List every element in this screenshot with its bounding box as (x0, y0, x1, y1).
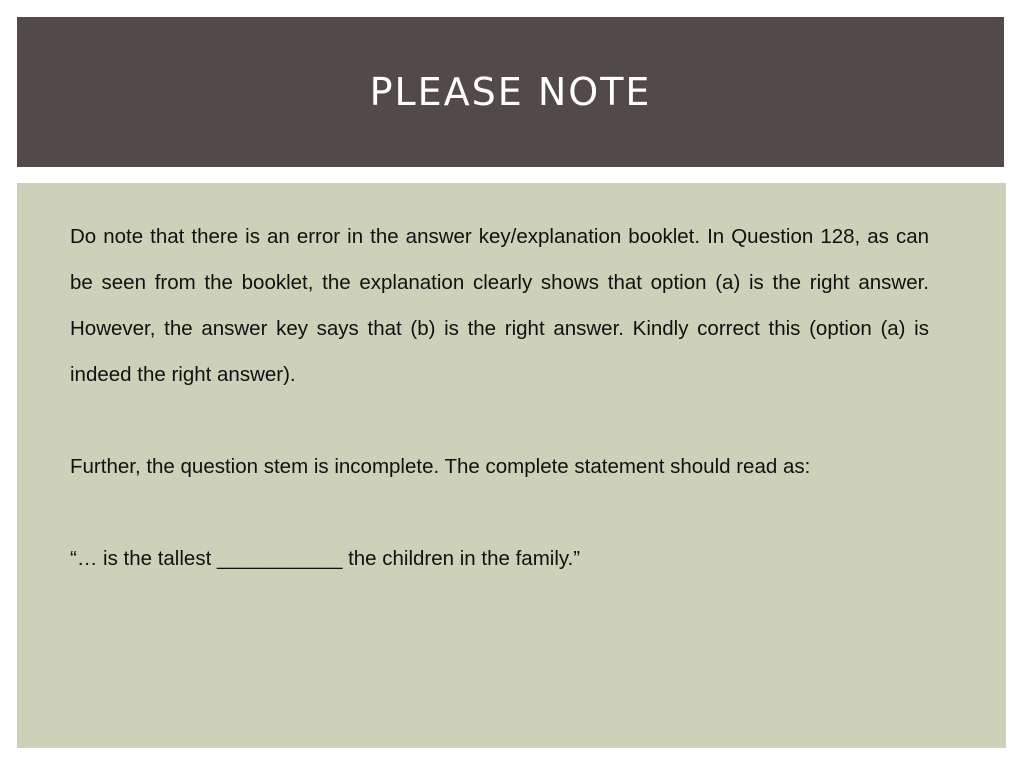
title-bar (17, 17, 1004, 167)
slide-title: PLEASE NOTE (369, 70, 652, 114)
error-notice-paragraph: Do note that there is an error in the answer key/explanation booklet. In Question 128, as can be seen from the booklet, the explanation clearly shows that option (a) is the right answer. However, the answer key says that (b) is the right answer. Kindly correct this (option (a) is indeed the right answer). (70, 225, 929, 386)
content-box (17, 183, 1006, 748)
corrected-statement: “… is the tallest ___________ the children in the family.” (70, 547, 581, 570)
incomplete-stem-paragraph: Further, the question stem is incomplete. The complete statement should read as: (70, 455, 811, 478)
